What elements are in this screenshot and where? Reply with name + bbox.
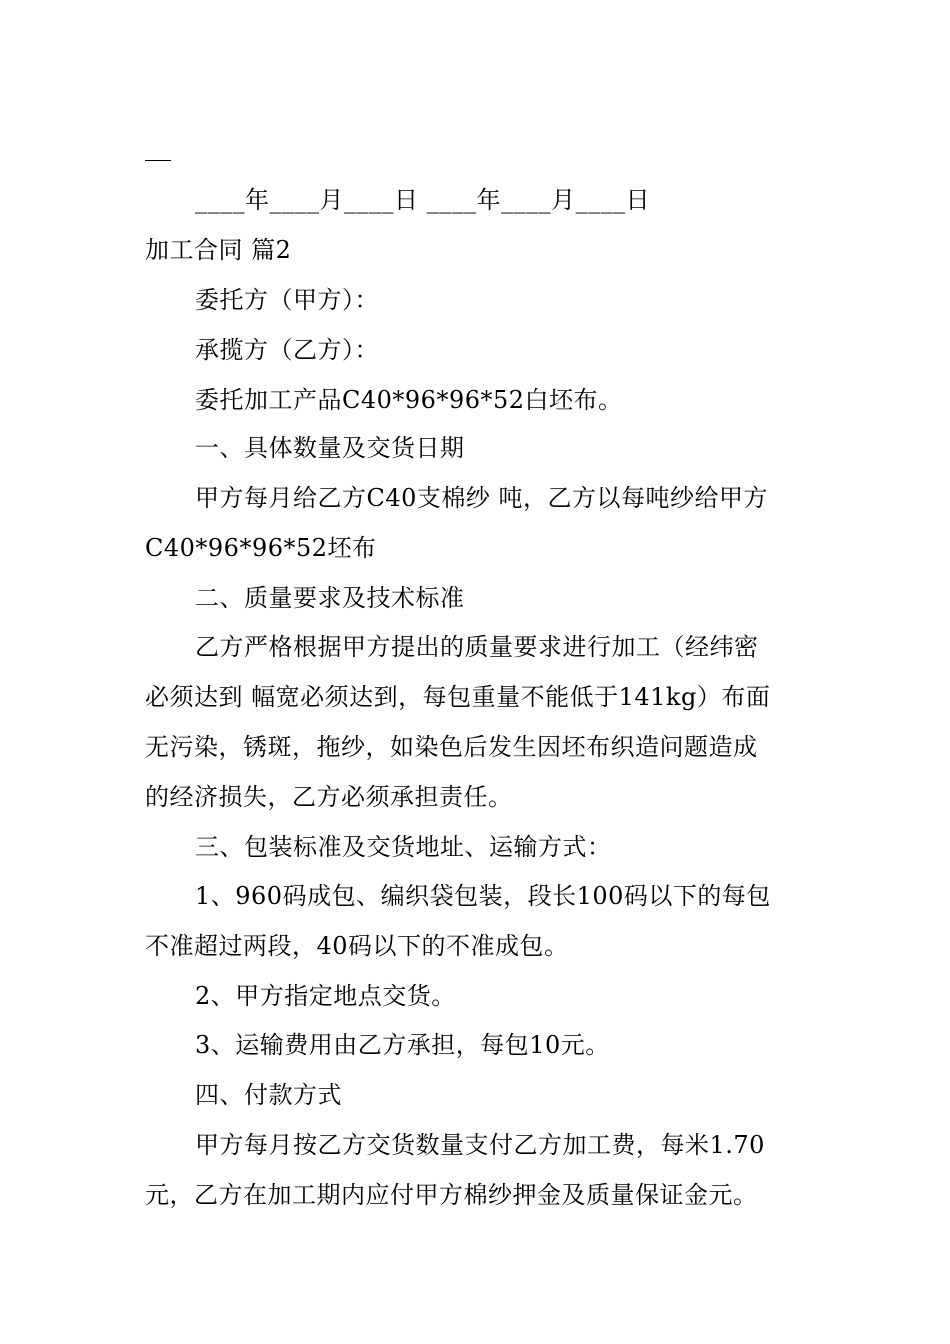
clause-2-text-cont-2: 无污染，锈斑，拖纱，如染色后发生因坯布织造问题造成	[145, 733, 758, 761]
clause-3-item-1: 1、960码成包、编织袋包装，段长100码以下的每包	[195, 882, 771, 910]
clause-1-text: 甲方每月给乙方C40支棉纱 吨，乙方以每吨纱给甲方	[195, 484, 769, 512]
clause-4-text-cont: 元，乙方在加工期内应付甲方棉纱押金及质量保证金元。	[145, 1181, 758, 1209]
dash-mark	[145, 160, 171, 161]
clause-4-text: 甲方每月按乙方交货数量支付乙方加工费，每米1.70	[195, 1131, 765, 1159]
contractor-party-line: 承揽方（乙方）：	[195, 336, 379, 364]
product-line: 委托加工产品C40*96*96*52白坯布。	[195, 386, 623, 414]
clause-3-item-2: 2、甲方指定地点交货。	[195, 982, 456, 1010]
clause-1-text-cont: C40*96*96*52坯布	[145, 534, 377, 562]
clause-3-item-3: 3、运输费用由乙方承担，每包10元。	[195, 1031, 610, 1059]
clause-1-heading: 一、具体数量及交货日期	[195, 434, 465, 462]
date-line: ____年____月____日 ____年____月____日	[195, 186, 651, 214]
clause-4-heading: 四、付款方式	[195, 1081, 342, 1109]
section-title: 加工合同 篇2	[145, 236, 292, 264]
clause-2-heading: 二、质量要求及技术标准	[195, 584, 465, 612]
clause-2-text-cont-1: 必须达到 幅宽必须达到，每包重量不能低于141kg）布面	[145, 683, 771, 711]
clause-3-heading: 三、包装标准及交货地址、运输方式：	[195, 833, 612, 861]
clause-3-item-1-cont: 不准超过两段，40码以下的不准成包。	[145, 932, 569, 960]
client-party-line: 委托方（甲方）：	[195, 286, 379, 314]
clause-2-text-cont-3: 的经济损失，乙方必须承担责任。	[145, 783, 513, 811]
clause-2-text: 乙方严格根据甲方提出的质量要求进行加工（经纬密	[195, 633, 759, 661]
